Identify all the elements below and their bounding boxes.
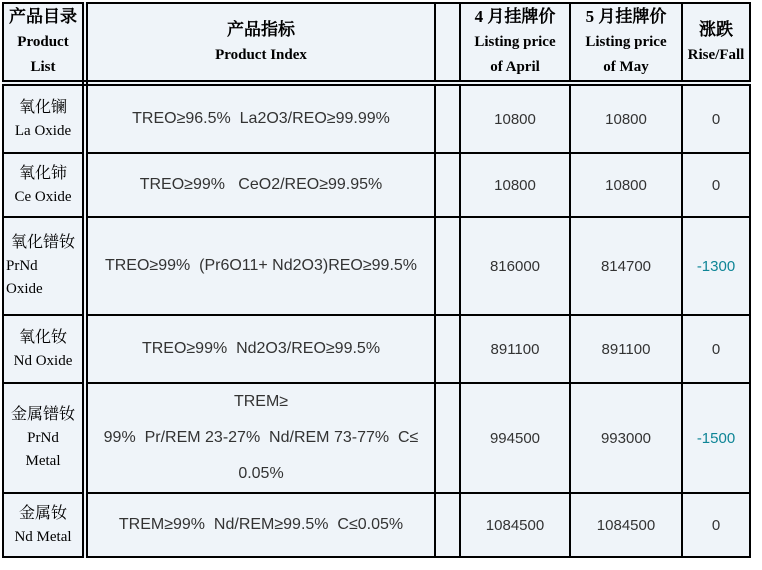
rise-fall-cell: 0 bbox=[682, 83, 750, 153]
rise-fall-cell: 0 bbox=[682, 493, 750, 557]
may-price-cell: 10800 bbox=[570, 83, 682, 153]
product-index-text: TREO≥99% Nd2O3/REO≥99.5% bbox=[141, 340, 381, 357]
april-price-cell: 891100 bbox=[460, 315, 570, 383]
product-name-cell bbox=[3, 383, 85, 493]
product-name-zh: 金属镨钕 bbox=[10, 406, 75, 423]
header-row bbox=[3, 3, 750, 83]
spacer-cell bbox=[435, 83, 460, 153]
product-index-text: TREO≥99% CeO2/REO≥99.95% bbox=[139, 176, 383, 193]
product-index-cell bbox=[85, 383, 435, 493]
product-index-text: TREO≥99% (Pr6O11+ Nd2O3)REO≥99.5% bbox=[104, 257, 418, 274]
rise-fall-cell: -1500 bbox=[682, 383, 750, 493]
product-name-en: PrNd bbox=[6, 258, 38, 274]
product-name-en: Nd Metal bbox=[14, 528, 72, 545]
product-index-text: TREM≥99% Nd/REM≥99.5% C≤0.05% bbox=[118, 516, 404, 533]
spacer-cell bbox=[435, 217, 460, 315]
rise-fall-cell: -1300 bbox=[682, 217, 750, 315]
product-name-zh: 金属钕 bbox=[18, 504, 67, 522]
may-price-cell: 891100 bbox=[570, 315, 682, 383]
may-price-cell: 993000 bbox=[570, 383, 682, 493]
rise-fall-cell: 0 bbox=[682, 153, 750, 217]
header-product-index-en: Product Index bbox=[215, 46, 307, 63]
product-index-text: 99% Pr/REM 23-27% Nd/REM 73-77% C≤ bbox=[103, 429, 419, 446]
product-index-text: 0.05% bbox=[238, 465, 284, 482]
april-price-cell: 10800 bbox=[460, 83, 570, 153]
header-may-price bbox=[570, 3, 682, 83]
product-name-cell bbox=[3, 83, 85, 153]
header-rise-fall bbox=[682, 3, 750, 83]
product-name-cell bbox=[3, 493, 85, 557]
may-price-cell: 10800 bbox=[570, 153, 682, 217]
may-price-cell: 1084500 bbox=[570, 493, 682, 557]
table-row-prnd-oxide bbox=[3, 217, 750, 315]
may-price-cell: 814700 bbox=[570, 217, 682, 315]
header-may-price-zh: 5 月挂牌价 bbox=[585, 7, 667, 26]
header-may-price-en2: of May bbox=[603, 59, 649, 75]
spacer-cell bbox=[435, 153, 460, 217]
april-price-cell: 994500 bbox=[460, 383, 570, 493]
spacer-cell bbox=[435, 315, 460, 383]
product-index-cell bbox=[85, 315, 435, 383]
table-row-nd-oxide bbox=[3, 315, 750, 383]
header-product-index bbox=[85, 3, 435, 83]
header-product-list bbox=[3, 3, 85, 83]
header-product-index-zh: 产品指标 bbox=[227, 19, 295, 39]
product-name-cell bbox=[3, 153, 85, 217]
header-spacer bbox=[435, 3, 460, 83]
product-name-cell bbox=[3, 315, 85, 383]
product-name-en2: Oxide bbox=[6, 281, 43, 297]
product-name-en: Ce Oxide bbox=[14, 188, 72, 205]
product-name-zh: 氧化钕 bbox=[18, 328, 67, 346]
table-row-prnd-metal bbox=[3, 383, 750, 493]
header-product-list-zh: 产品目录 bbox=[9, 7, 77, 26]
april-price-cell: 816000 bbox=[460, 217, 570, 315]
product-index-text: TREO≥96.5% La2O3/REO≥99.99% bbox=[132, 110, 390, 127]
header-rise-fall-zh: 涨跌 bbox=[699, 19, 733, 39]
listing-price-table bbox=[2, 2, 751, 558]
header-april-price-en2: of April bbox=[490, 59, 540, 75]
table-row-la-oxide bbox=[3, 83, 750, 153]
header-april-price bbox=[460, 3, 570, 83]
product-index-cell bbox=[85, 217, 435, 315]
product-name-zh: 氧化镨钕 bbox=[10, 234, 75, 251]
spacer-cell bbox=[435, 383, 460, 493]
table-row-nd-metal bbox=[3, 493, 750, 557]
product-name-en2: Metal bbox=[25, 453, 61, 469]
product-name-en: Nd Oxide bbox=[13, 352, 73, 369]
april-price-cell: 10800 bbox=[460, 153, 570, 217]
header-april-price-en1: Listing price bbox=[474, 34, 556, 50]
spacer-cell bbox=[435, 493, 460, 557]
product-index-text: TREM≥ bbox=[233, 393, 289, 410]
header-rise-fall-en: Rise/Fall bbox=[687, 46, 745, 63]
product-index-cell bbox=[85, 83, 435, 153]
april-price-cell: 1084500 bbox=[460, 493, 570, 557]
product-name-cell bbox=[3, 217, 85, 315]
table-row-ce-oxide bbox=[3, 153, 750, 217]
header-product-list-en2: List bbox=[30, 59, 56, 75]
product-name-en: PrNd bbox=[27, 430, 59, 446]
header-april-price-zh: 4 月挂牌价 bbox=[474, 7, 556, 26]
product-index-cell bbox=[85, 153, 435, 217]
rise-fall-cell: 0 bbox=[682, 315, 750, 383]
header-may-price-en1: Listing price bbox=[585, 34, 667, 50]
product-index-cell bbox=[85, 493, 435, 557]
product-name-zh: 氧化铈 bbox=[18, 164, 67, 182]
product-name-zh: 氧化镧 bbox=[18, 98, 67, 116]
product-name-en: La Oxide bbox=[14, 122, 72, 139]
header-product-list-en1: Product bbox=[17, 34, 69, 50]
